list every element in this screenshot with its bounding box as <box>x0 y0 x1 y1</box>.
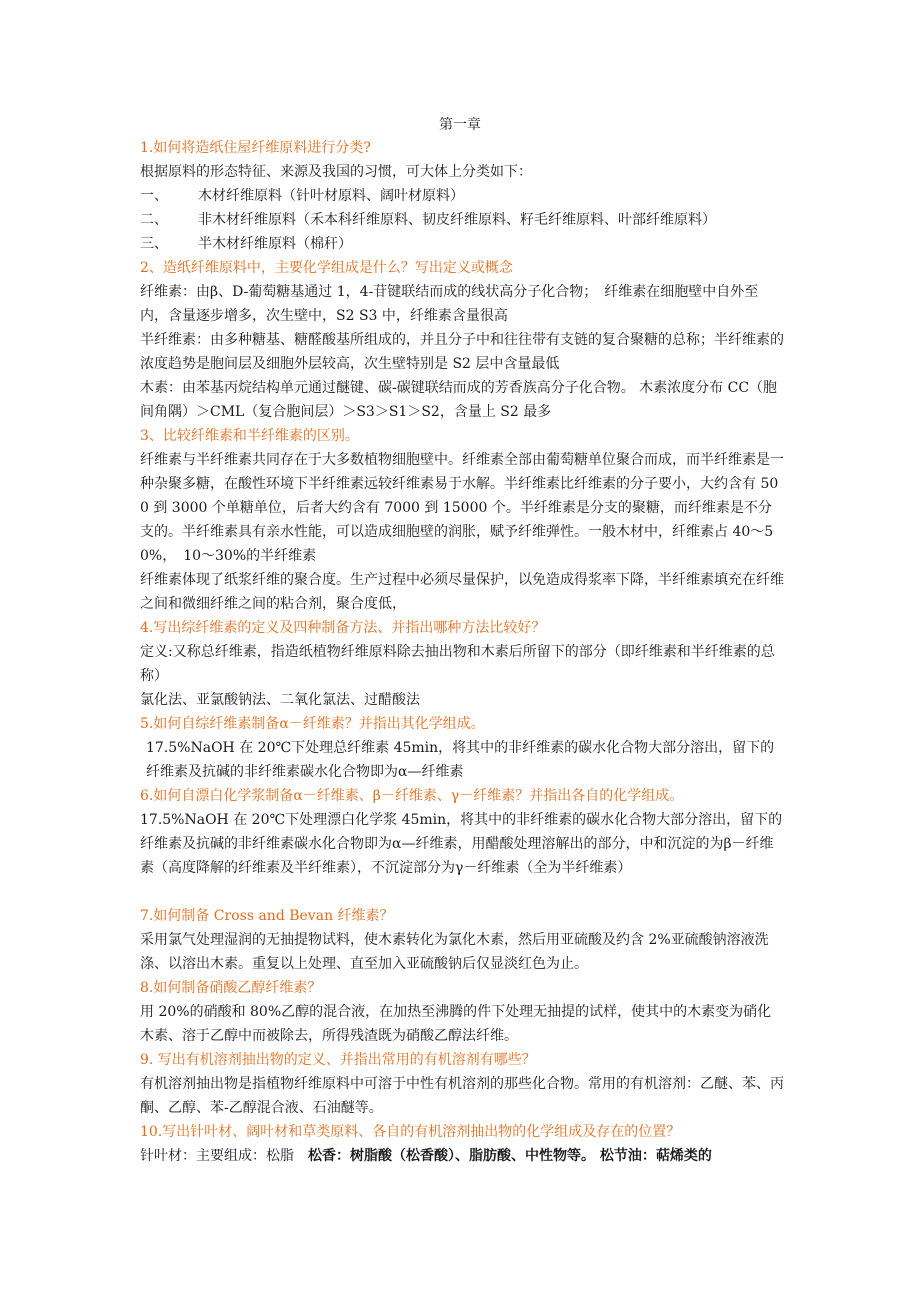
answer-10 <box>140 1144 785 1168</box>
blank-line <box>140 880 785 904</box>
answer-7: 采用氯气处理湿润的无抽提物试料，使木素转化为氯化木素，然后用亚硫酸及约含 2%亚硫酸钠溶液洗涤、以溶出木素。重复以上处理、直至加入亚硫酸钠后仅显淡红色为止。 <box>140 932 769 972</box>
question-1: 1.如何将造纸住屋纤维原料进行分类? <box>140 140 371 156</box>
list-item-text: 非木材纤维原料（禾本科纤维原料、韧皮纤维原料、籽毛纤维原料、叶部纤维原料） <box>198 212 716 228</box>
question-4: 4.写出综纤维素的定义及四种制备方法、并指出哪种方法比较好？ <box>140 620 546 636</box>
list-item-text: 木材纤维原料（针叶材原料、阔叶材原料） <box>198 188 464 204</box>
question-5: 5.如何自综纤维素制备α－纤维素？并指出其化学组成。 <box>140 716 485 732</box>
list-item-number: 一、 <box>140 188 168 204</box>
answer-10-lead: 针叶材：主要组成：松脂 <box>140 1148 308 1164</box>
chapter-title: 第一章 <box>439 117 481 133</box>
answer-2-hemicellulose: 半纤维素：由多种糖基、糖醛酸基所组成的，并且分子中和往往带有支链的复合聚糖的总称；半纤维素的浓度趋势是胞间层及细胞外层较高，次生壁特别是 S2 层中含量最低 <box>140 332 784 372</box>
list-item-number: 三、 <box>140 236 168 252</box>
list-item <box>140 208 785 232</box>
answer-3-para-1: 纤维素与半纤维素共同存在于大多数植物细胞壁中。纤维素全部由葡萄糖单位聚合而成，而半纤维素是一种杂聚多糖，在酸性环境下半纤维素远较纤维素易于水解。半纤维素比纤维素的分子要小，大约含有 500 到 3000 个单糖单位，后者大约含有 7000 到 15000 个。半纤维素是分支的聚糖，而纤维素是不分支的。半纤维素具有亲水性能，可以造成细胞壁的润胀，赋予纤维弹性。一般木材中，纤维素占 40～50%， 10～30%的半纤维素 <box>140 452 784 564</box>
answer-2-lignin: 木素：由苯基丙烷结构单元通过醚键、碳-碳键联结而成的芳香族高分子化合物。 木素浓度分布 CC（胞间角隅）＞CML（复合胞间层）＞S3＞S1＞S2，含量上 S2 最多 <box>140 380 778 420</box>
answer-10-bold: 松香：树脂酸（松香酸）、脂肪酸、中性物等。 松节油：萜烯类的 <box>308 1148 712 1164</box>
question-8: 8.如何制备硝酸乙醇纤维素？ <box>140 980 322 996</box>
question-2: 2、造纸纤维原料中，主要化学组成是什么？写出定义或概念 <box>140 260 513 276</box>
question-9: 9. 写出有机溶剂抽出物的定义、并指出常用的有机溶剂有哪些？ <box>140 1052 536 1068</box>
question-10: 10.写出针叶材、阔叶材和草类原料、各自的有机溶剂抽出物的化学组成及存在的位置？ <box>140 1124 681 1140</box>
question-6: 6.如何自漂白化学浆制备α－纤维素、β－纤维素、γ－纤维素？并指出各自的化学组成。 <box>140 788 684 804</box>
answer-8: 用 20%的硝酸和 80%乙醇的混合液，在加热至沸腾的件下处理无抽提的试样，使其中的木素变为硝化木素、溶于乙醇中而被除去，所得残渣既为硝酸乙醇法纤维。 <box>140 1004 772 1044</box>
list-item <box>140 184 785 208</box>
answer-4-definition: 定义:又称总纤维素，指造纸植物纤维原料除去抽出物和木素后所留下的部分（即纤维素和半纤维素的总称） <box>140 644 775 684</box>
answer-6: 17.5%NaOH 在 20℃下处理漂白化学浆 45min，将其中的非纤维素的碳水化合物大部分溶出，留下的纤维素及抗碱的非纤维素碳水化合物即为α—纤维素，用醋酸处理溶解出的部分，中和沉淀的为β－纤维素（高度降解的纤维素及半纤维素），不沉淀部分为γ－纤维素（全为半纤维素） <box>140 812 783 876</box>
answer-5: 17.5%NaOH 在 20℃下处理总纤维素 45min，将其中的非纤维素的碳水化合物大部分溶出，留下的纤维素及抗碱的非纤维素碳水化合物即为α—纤维素 <box>146 740 775 780</box>
document-body <box>140 136 785 1168</box>
question-7: 7.如何制备 Cross and Bevan 纤维素？ <box>140 908 394 924</box>
answer-3-para-2: 纤维素体现了纸浆纤维的聚合度。生产过程中必须尽量保护，以免造成得浆率下降，半纤维素填充在纤维之间和微细纤维之间的粘合剂，聚合度低， <box>140 572 784 612</box>
answer-4-methods: 氯化法、亚氯酸钠法、二氧化氯法、过醋酸法 <box>140 692 420 708</box>
answer-9: 有机溶剂抽出物是指植物纤维原料中可溶于中性有机溶剂的那些化合物。常用的有机溶剂：乙醚、苯、丙酮、乙醇、苯-乙醇混合液、石油醚等。 <box>140 1076 784 1116</box>
list-item <box>140 232 785 256</box>
answer-2-cellulose: 纤维素：由β、D-葡萄糖基通过 1，4-苷键联结而成的线状高分子化合物； 纤维素在细胞壁中自外至内，含量逐步增多，次生壁中，S2 S3 中，纤维素含量很高 <box>140 284 759 324</box>
question-3: 3、比较纤维素和半纤维素的区别。 <box>140 428 359 444</box>
answer-1-intro: 根据原料的形态特征、来源及我国的习惯，可大体上分类如下： <box>140 164 532 180</box>
list-item-text: 半木材纤维原料（棉秆） <box>198 236 352 252</box>
list-item-number: 二、 <box>140 212 168 228</box>
